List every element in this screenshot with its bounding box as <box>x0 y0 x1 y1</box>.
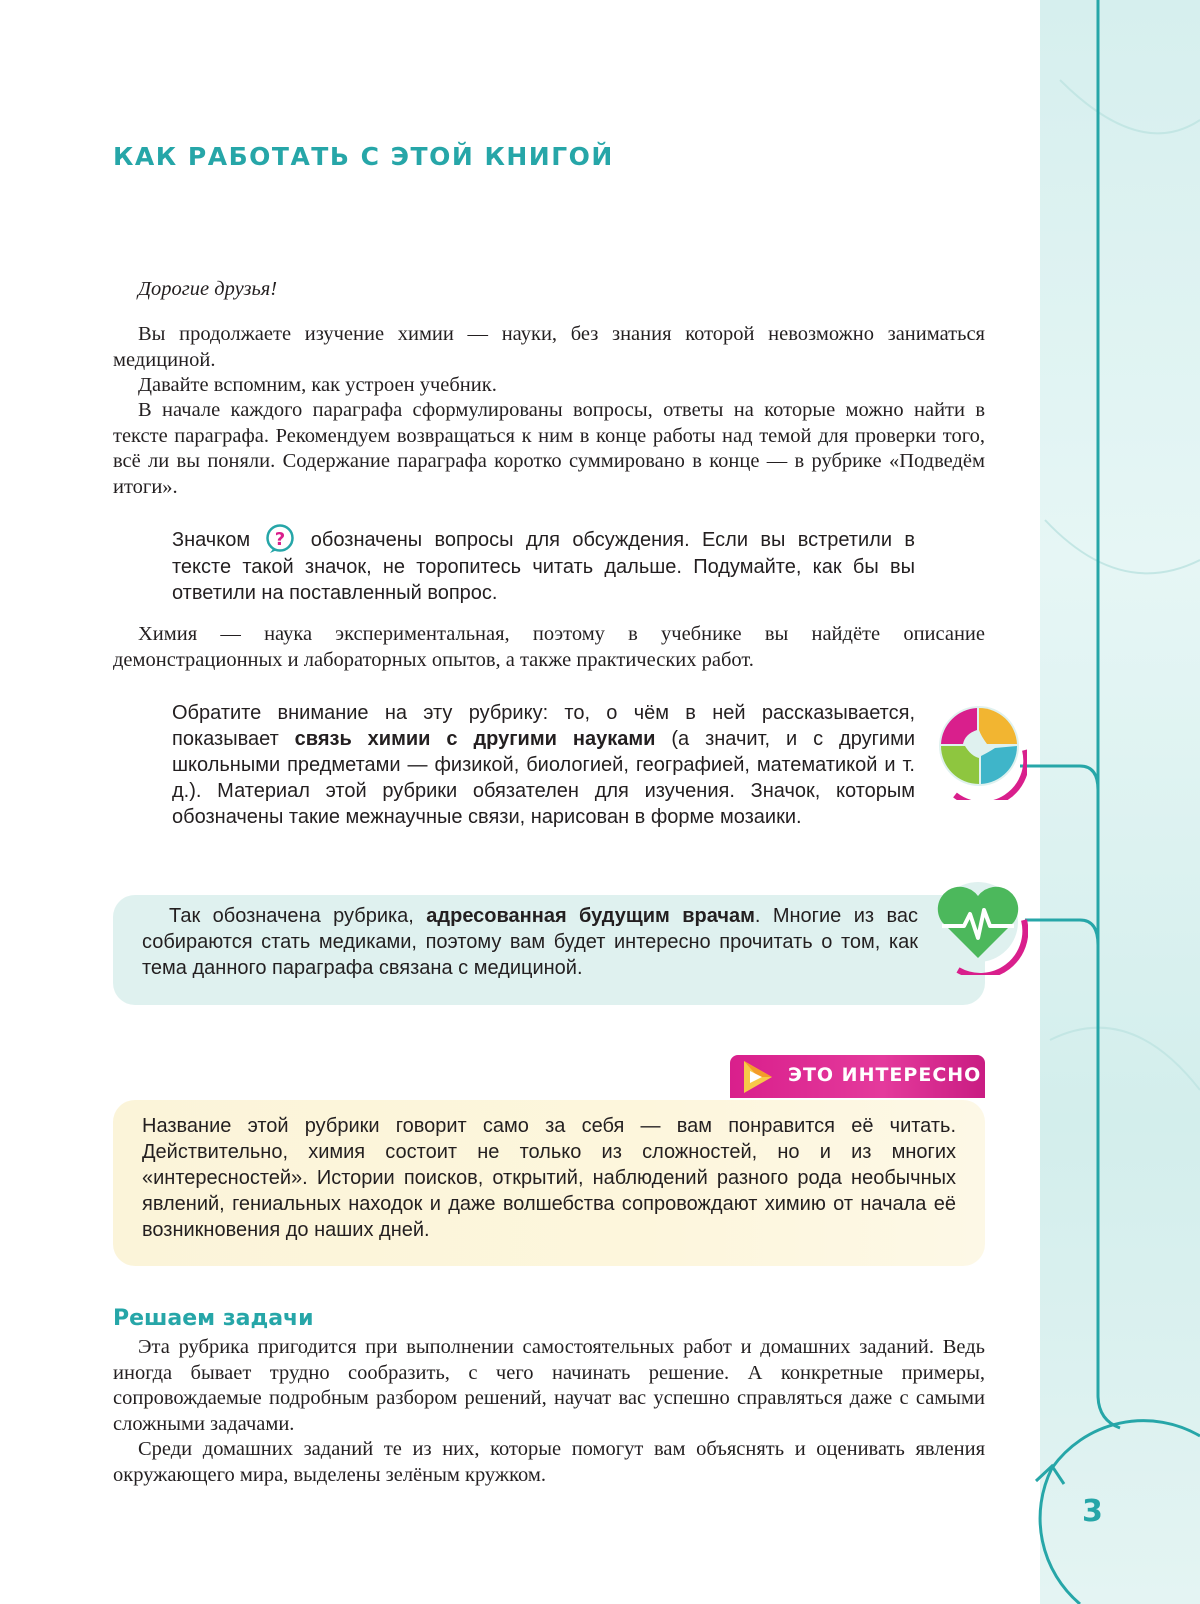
interdisciplinary-bold: связь химии с другими науками <box>294 728 656 750</box>
puzzle-icon <box>935 700 1027 800</box>
interdisciplinary-note <box>172 700 915 830</box>
side-band <box>1040 0 1200 1604</box>
page-title: КАК РАБОТАТЬ С ЭТОЙ КНИГОЙ <box>113 142 614 171</box>
tasks-paragraph-2: Среди домашних заданий те из них, которые помогут вам объяснять и оценивать явления окружающего мира, выделены зелёным кружком. <box>113 1438 985 1486</box>
greeting: Дорогие друзья! <box>138 278 278 300</box>
question-icon <box>265 524 295 554</box>
intro-paragraph-1: Вы продолжаете изучение химии — науки, без знания которой невозможно заниматься медициной. <box>113 323 985 371</box>
intro-paragraph-2: Давайте вспомним, как устроен учебник. <box>138 374 497 396</box>
medicine-bold: адресованная будущим врачам <box>426 905 755 927</box>
interesting-tag-label: ЭТО ИНТЕРЕСНО <box>788 1064 982 1086</box>
heart-pulse-icon <box>928 870 1028 975</box>
interdisciplinary-start: Обратите внимание на эту рубрику: то, о чём в ней рассказывается, показывает <box>172 702 915 750</box>
question-note-start: Значком <box>172 529 251 551</box>
page-number: 3 <box>1082 1494 1103 1529</box>
interdisciplinary-end: (а значит, и с другими школьными предметами — физикой, биологией, географией, математикой и т. д.). Материал этой рубрики обязателен для изучения. Значок, которым обозначены такие межнаучные связи, нарисован в форме мозаики. <box>172 728 915 828</box>
question-note-end: обозначены вопросы для обсуждения. Если вы встретили в тексте такой значок, не торопитесь читать дальше. Подумайте, как бы вы ответили на поставленный вопрос. <box>172 529 915 604</box>
medicine-end: . Многие из вас собираются стать медиками, поэтому вам будет интересно прочитать о том, как тема данного параграфа связана с медициной. <box>142 905 918 979</box>
play-arrow-icon <box>740 1059 776 1095</box>
interesting-text: Название этой рубрики говорит само за себя — вам понравится её читать. Действительно, химия состоит не только из сложностей, но и из многих «интересностей». Истории поисков, открытий, наблюдений разного рода необычных явлений, гениальных находок и даже волшебства сопровождают химию от начала её возникновения до наших дней. <box>142 1115 956 1241</box>
tasks-paragraph-1: Эта рубрика пригодится при выполнении самостоятельных работ и домашних заданий. Ведь иногда бывает трудно сообразить, с чего начинать решение. А конкретные примеры, сопровождаемые подробным разбором решений, научат вас успешно справляться даже с самыми сложными задачами. <box>113 1336 985 1435</box>
experiment-paragraph: Химия — наука экспериментальная, поэтому в учебнике вы найдёте описание демонстрационных и лабораторных опытов, а также практических работ. <box>113 623 985 671</box>
medicine-start: Так обозначена рубрика, <box>169 905 414 927</box>
tasks-heading: Решаем задачи <box>113 1306 314 1331</box>
svg-text:?: ? <box>275 529 286 550</box>
question-note <box>172 524 915 606</box>
medicine-note <box>142 903 918 981</box>
intro-paragraph-3: В начале каждого параграфа сформулированы вопросы, ответы на которые можно найти в тексте параграфа. Рекомендуем возвращаться к ним в конце работы над темой для проверки того, всё ли вы поняли. Содержание параграфа коротко суммировано в конце — в рубрике «Подведём итоги». <box>113 399 985 498</box>
